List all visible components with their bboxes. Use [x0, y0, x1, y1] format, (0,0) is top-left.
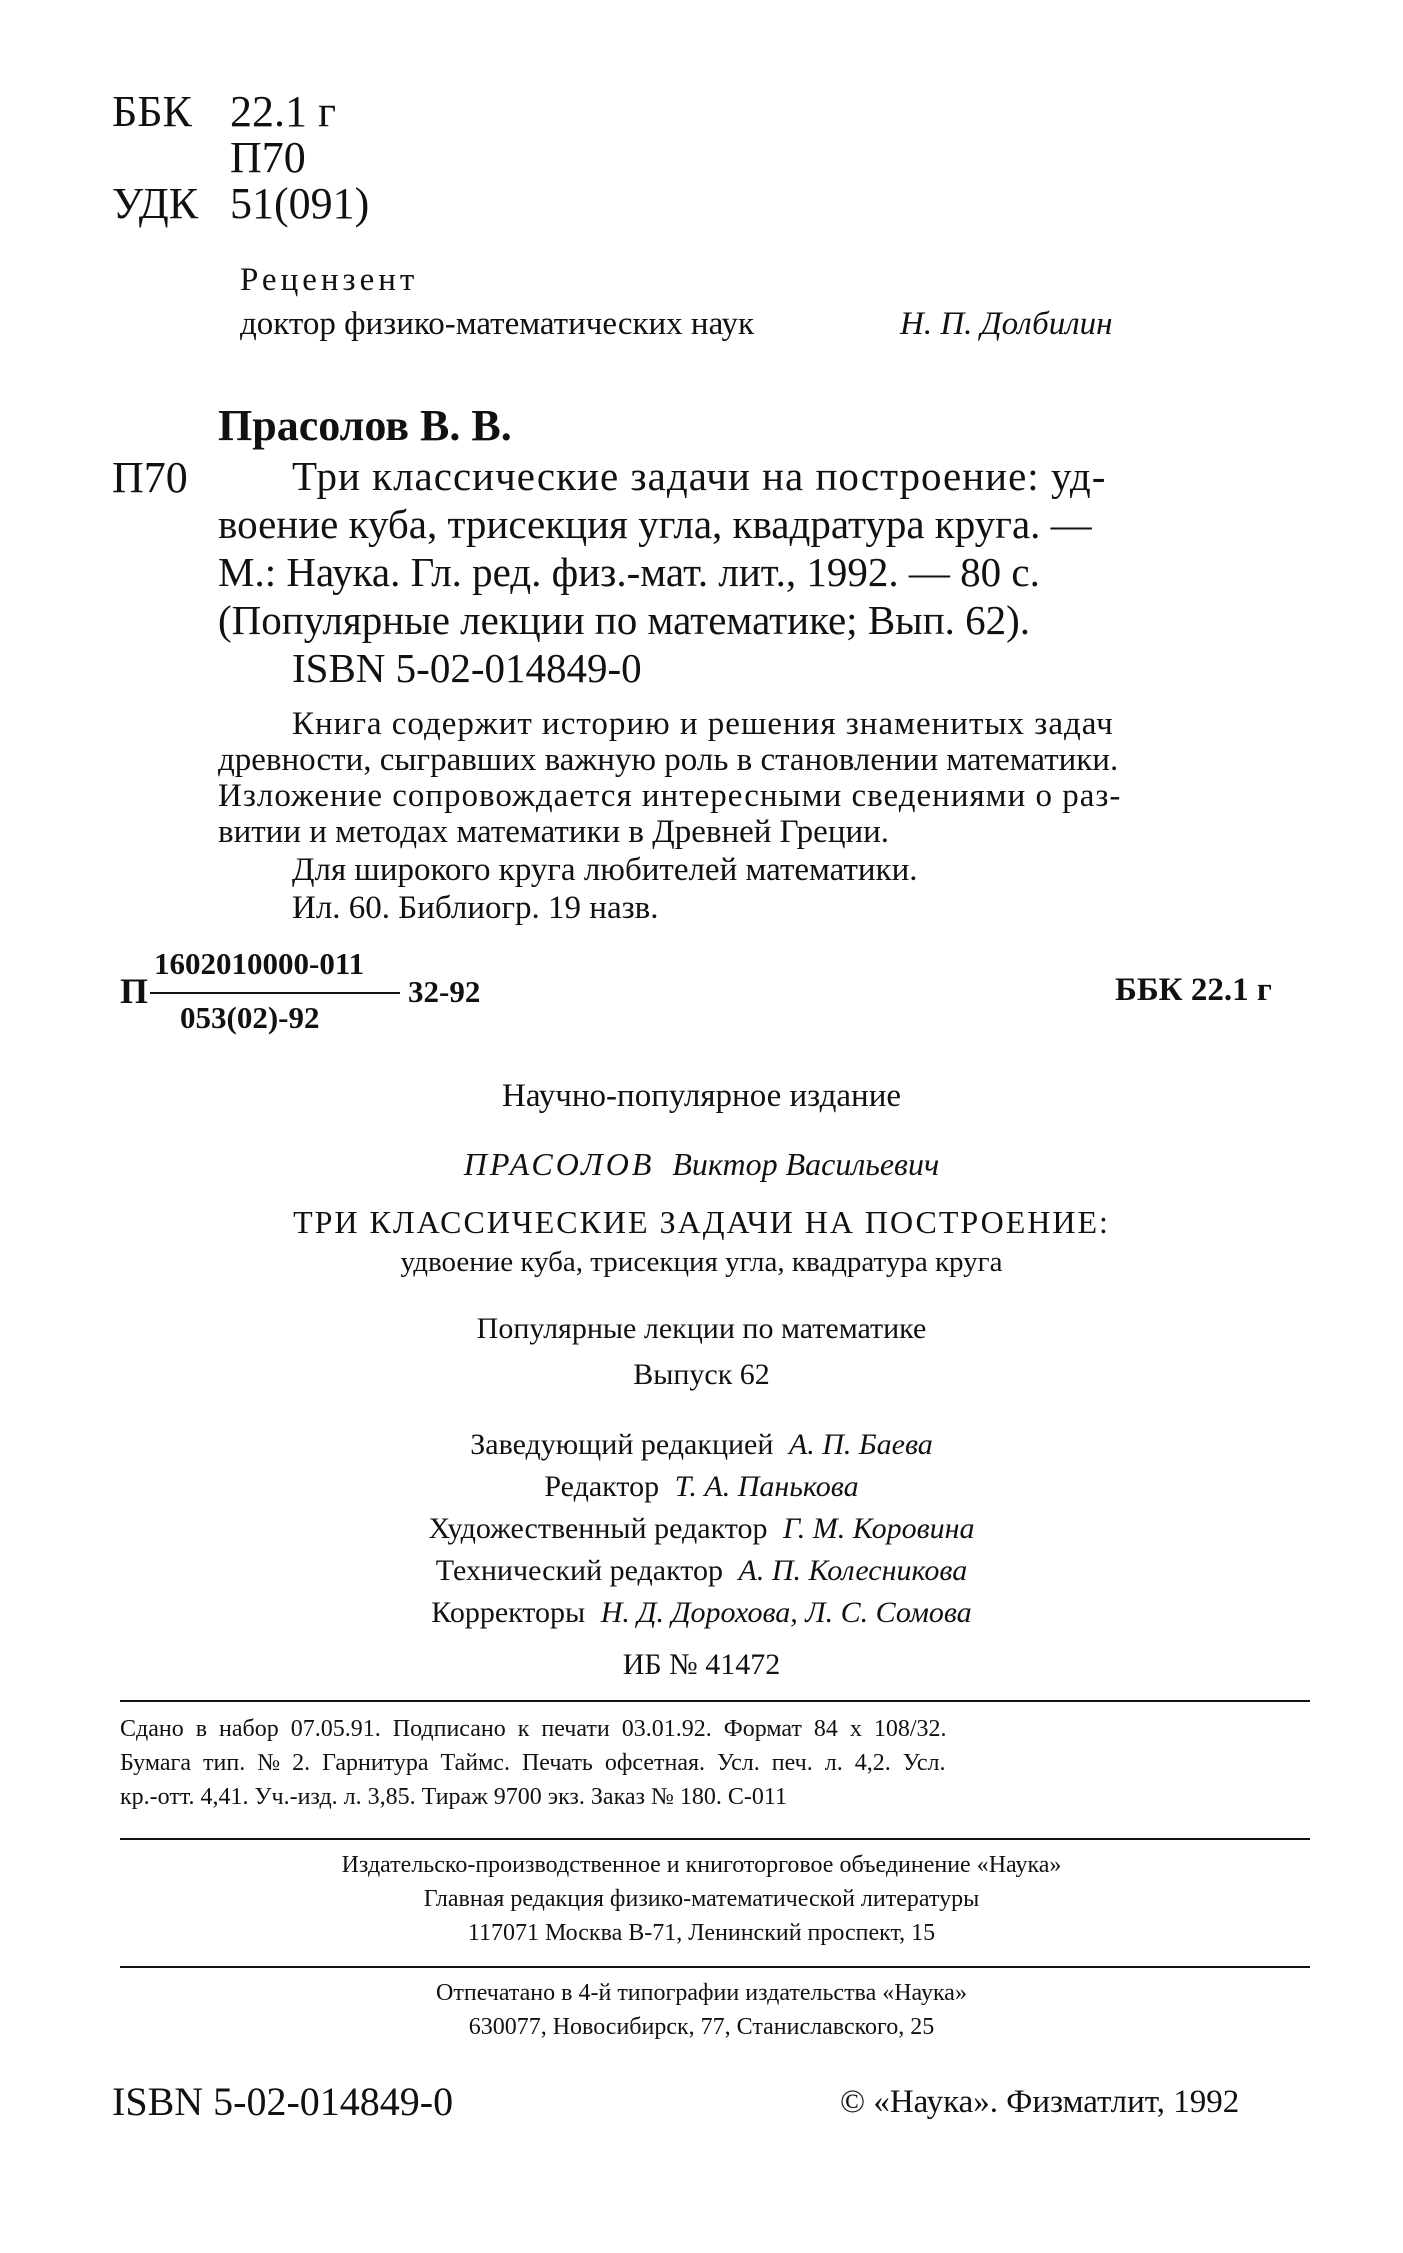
- staff-name: Т. А. Панькова: [674, 1470, 859, 1503]
- udk-label: УДК: [112, 179, 199, 228]
- author-code-header: П70: [230, 133, 306, 182]
- divider: [120, 1700, 1310, 1702]
- annotation-line: Изложение сопровождается интересными сведениями о раз-: [218, 778, 1122, 814]
- staff-line: [0, 1512, 1403, 1546]
- annotation-line: древности, сыгравших важную роль в становлении математики.: [218, 742, 1119, 778]
- staff-line: [0, 1596, 1403, 1630]
- staff-role: Заведующий редакцией: [470, 1428, 774, 1461]
- staff-name: Г. М. Коровина: [783, 1512, 975, 1545]
- print-details-line: Сдано в набор 07.05.91. Подписано к печати 03.01.92. Формат 84 x 108/32.: [120, 1716, 947, 1742]
- publisher-line: Издательско-производственное и книготорговое объединение «Наука»: [341, 1852, 1062, 1878]
- reviewer-name: Н. П. Долбилин: [900, 306, 1113, 342]
- series-issue: Выпуск 62: [633, 1358, 770, 1391]
- author-surname: ПРАСОЛОВ: [463, 1146, 655, 1182]
- catalog-isbn: ISBN 5-02-014849-0: [292, 645, 642, 691]
- fraction-bar: [150, 992, 400, 994]
- classification-suffix: 32-92: [408, 974, 481, 1009]
- staff-role: Технический редактор: [435, 1554, 724, 1587]
- classification-bbk: ББК 22.1 г: [1115, 972, 1272, 1008]
- printer-line: Отпечатано в 4-й типографии издательства «Наука»: [436, 1980, 967, 2006]
- staff-role: Редактор: [544, 1470, 660, 1503]
- catalog-line: воение куба, трисекция угла, квадратура круга. —: [218, 501, 1092, 547]
- imprint-author: [0, 1146, 1403, 1183]
- catalog-line: (Популярные лекции по математике; Вып. 62).: [218, 597, 1031, 643]
- print-details-line: кр.-отт. 4,41. Уч.-изд. л. 3,85. Тираж 9700 экз. Заказ № 180. С-011: [120, 1784, 788, 1810]
- series-name: Популярные лекции по математике: [476, 1312, 927, 1345]
- book-title: ТРИ КЛАССИЧЕСКИЕ ЗАДАЧИ НА ПОСТРОЕНИЕ:: [293, 1204, 1110, 1240]
- printer-line: 630077, Новосибирск, 77, Станиславского, 25: [468, 2014, 935, 2040]
- annotation-line: витии и методах математики в Древней Греции.: [218, 814, 890, 850]
- footer-isbn: ISBN 5-02-014849-0: [112, 2079, 454, 2124]
- bbk-value: 22.1 г: [230, 87, 337, 136]
- reviewer-title: Рецензент: [240, 262, 419, 298]
- divider: [120, 1966, 1310, 1968]
- book-subtitle: удвоение куба, трисекция угла, квадратура круга: [400, 1246, 1003, 1278]
- staff-line: [0, 1470, 1403, 1504]
- classification-denominator: 053(02)-92: [180, 1000, 320, 1035]
- classification-numerator: 1602010000-011: [154, 946, 365, 981]
- catalog-line: М.: Наука. Гл. ред. физ.-мат. лит., 1992. — 80 с.: [218, 549, 1040, 595]
- bbk-label: ББК: [112, 87, 192, 136]
- staff-line: [0, 1428, 1403, 1462]
- annotation-line: Ил. 60. Библиогр. 19 назв.: [292, 890, 659, 926]
- staff-name: Н. Д. Дорохова, Л. С. Сомова: [600, 1596, 972, 1629]
- footer-copyright: © «Наука». Физматлит, 1992: [840, 2084, 1240, 2120]
- annotation-line: Для широкого круга любителей математики.: [292, 852, 918, 888]
- ib-number: ИБ № 41472: [622, 1648, 781, 1681]
- staff-name: А. П. Баева: [788, 1428, 933, 1461]
- print-details-line: Бумага тип. № 2. Гарнитура Таймс. Печать офсетная. Усл. печ. л. 4,2. Усл.: [120, 1750, 946, 1776]
- author-given-name: Виктор Васильевич: [672, 1146, 940, 1182]
- staff-line: [0, 1554, 1403, 1588]
- staff-role: Корректоры: [431, 1596, 586, 1629]
- staff-role: Художественный редактор: [428, 1512, 768, 1545]
- publisher-line: 117071 Москва В-71, Ленинский проспект, 15: [467, 1920, 936, 1946]
- catalog-line: Три классические задачи на построение: уд-: [292, 453, 1107, 499]
- annotation-line: Книга содержит историю и решения знаменитых задач: [292, 706, 1114, 742]
- staff-name: А. П. Колесникова: [738, 1554, 968, 1587]
- udk-value: 51(091): [230, 179, 370, 228]
- divider: [120, 1838, 1310, 1840]
- catalog-code: П70: [112, 453, 188, 502]
- edition-type: Научно-популярное издание: [501, 1078, 902, 1114]
- classification-fraction: [120, 940, 540, 1050]
- reviewer-degree: доктор физико-математических наук: [240, 306, 755, 342]
- publisher-line: Главная редакция физико-математической литературы: [423, 1886, 980, 1912]
- classification-prefix: П: [120, 971, 149, 1011]
- catalog-author: Прасолов В. В.: [218, 401, 512, 450]
